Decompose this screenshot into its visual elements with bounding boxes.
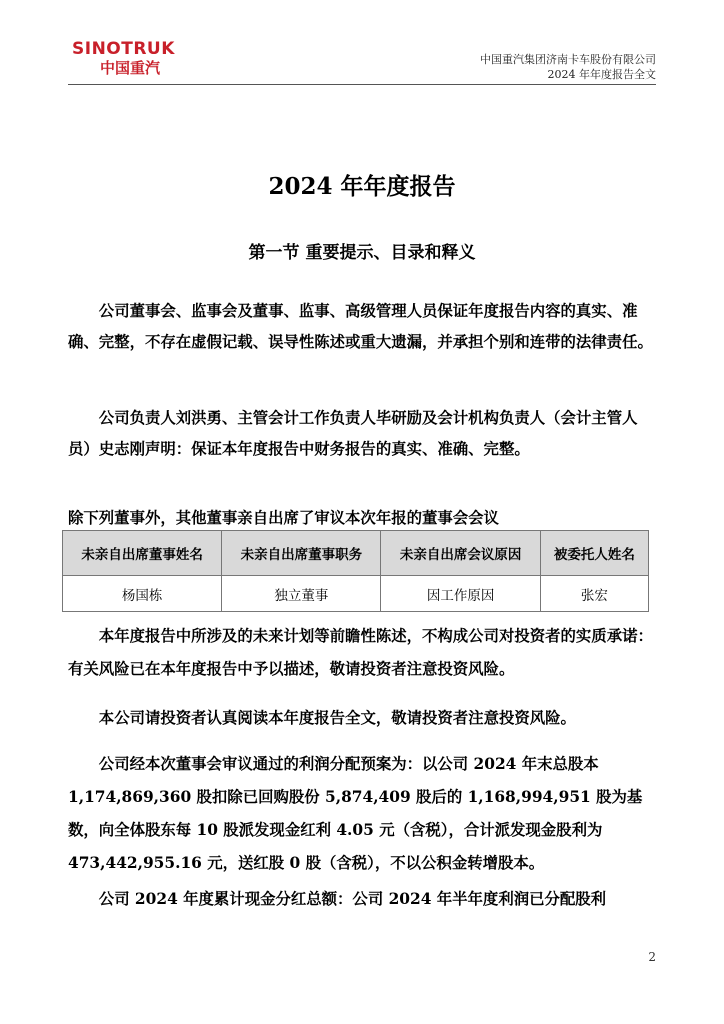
header-doc-title: 2024 年年度报告全文 [547, 68, 656, 81]
paragraph-absent-directors-intro: 除下列董事外，其他董事亲自出席了审议本次年报的董事会会议 [68, 509, 499, 527]
page-header-info [480, 52, 656, 82]
paragraph-cash-dividend: 公司 2024 年度累计现金分红总额：公司 2024 年半年度利润已分配股利 [98, 890, 607, 908]
table-header-cell: 未亲自出席会议原因 [381, 531, 540, 576]
absent-directors-table [62, 530, 649, 612]
header-company: 中国重汽集团济南卡车股份有限公司 [480, 53, 656, 66]
table-cell: 独立董事 [222, 576, 381, 612]
section-title: 第一节 重要提示、目录和释义 [248, 243, 476, 263]
paragraph-board-guarantee: 公司董事会、监事会及董事、监事、高级管理人员保证年度报告内容的真实、准确、完整，不存在虚假记载、误导性陈述或重大遗漏，并承担个别和连带的法律责任。 [68, 302, 653, 351]
paragraph-responsible-statement: 公司负责人刘洪勇、主管会计工作负责人毕研励及会计机构负责人（会计主管人员）史志刚声明：保证本年度报告中财务报告的真实、准确、完整。 [68, 409, 638, 458]
table-header-row [63, 531, 649, 576]
table-header-cell: 未亲自出席董事姓名 [63, 531, 222, 576]
sinotruk-logo [72, 40, 196, 80]
paragraph-profit-distribution: 公司经本次董事会审议通过的利润分配预案为：以公司 2024 年末总股本 1,174,869,360 股扣除已回购股份 5,874,409 股后的 1,168,994,951 股为基数，向全体股东每 10 股派发现金红利 4.05 元（含税），合计派发现金股利为 473,442,955.16 元，送红股 0 股（含税），不以公积金转增股本。 [68, 755, 643, 872]
table-header-cell: 被委托人姓名 [540, 531, 648, 576]
logo-cn-text: 中国重汽 [100, 59, 161, 77]
page-number: 2 [648, 950, 656, 964]
report-title: 2024 年年度报告 [268, 173, 456, 200]
logo-en-text: SINOTRUK [72, 39, 175, 59]
paragraph-forward-looking: 本年度报告中所涉及的未来计划等前瞻性陈述，不构成公司对投资者的实质承诺：有关风险已在本年度报告中予以描述，敬请投资者注意投资风险。 [68, 627, 653, 678]
header-divider [68, 84, 656, 85]
table-row [63, 576, 649, 612]
table-cell: 杨国栋 [63, 576, 222, 612]
table-cell: 因工作原因 [381, 576, 540, 612]
table-header-cell: 未亲自出席董事职务 [222, 531, 381, 576]
paragraph-read-full-report: 本公司请投资者认真阅读本年度报告全文，敬请投资者注意投资风险。 [98, 709, 576, 727]
table-cell: 张宏 [540, 576, 648, 612]
